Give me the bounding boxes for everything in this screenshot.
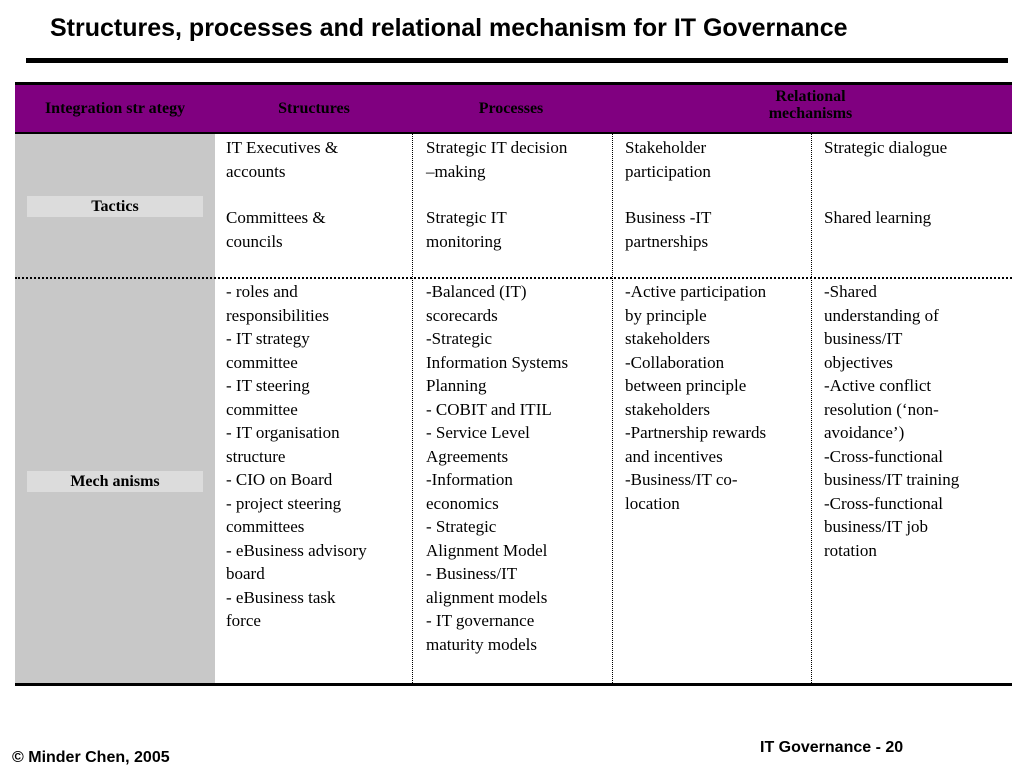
cell-line: - IT strategy [226, 329, 310, 348]
cell-line: - roles and [226, 282, 298, 301]
cell-line: monitoring [426, 231, 502, 251]
cell-tactics-relational-2 [625, 206, 807, 253]
cell-line: by principle [625, 305, 707, 325]
cell-line: -Partnership rewards [625, 423, 767, 442]
cell-line: Shared learning [824, 208, 932, 227]
cell-line: - IT steering [226, 376, 310, 395]
table-header-row [15, 85, 1012, 134]
cell-line: - eBusiness task [226, 587, 336, 607]
header-relational-mechanisms [609, 85, 1012, 132]
cell-line: -Cross-functional [824, 446, 943, 466]
cell-mechanisms-structures [226, 280, 408, 633]
cell-tactics-structures [226, 136, 408, 183]
cell-line: committee [226, 399, 298, 419]
cell-line: Agreements [426, 446, 509, 466]
cell-line: -Shared [824, 282, 877, 301]
cell-line: -Cross-functional [824, 493, 943, 513]
cell-line: economics [426, 493, 499, 513]
page-number: IT Governance - 20 [760, 739, 904, 756]
cell-line: Stakeholder [625, 138, 707, 157]
cell-line: Alignment Model [426, 540, 548, 560]
title-divider [26, 58, 1008, 63]
header-relational-line1: Relational [775, 88, 846, 105]
cell-mechanisms-relational-b [824, 280, 1008, 562]
cell-line: business/IT job [824, 517, 929, 536]
cell-tactics-relational-b [824, 136, 1008, 160]
cell-line: IT Executives & [226, 138, 339, 157]
copyright-notice: © Minder Chen, 2005 [12, 749, 170, 766]
cell-line: Committees & [226, 208, 326, 227]
cell-line: force [226, 611, 261, 630]
header-relational-line2: mechanisms [768, 105, 853, 122]
cell-line: and incentives [625, 446, 723, 466]
cell-line: Information Systems [426, 352, 569, 372]
cell-line: avoidance’) [824, 423, 905, 442]
cell-tactics-processes-2 [426, 206, 608, 253]
cell-line: alignment models [426, 587, 548, 607]
cell-tactics-processes [426, 136, 608, 183]
cell-line: location [625, 493, 680, 513]
cell-line: scorecards [426, 305, 498, 325]
cell-line: -Business/IT co- [625, 470, 738, 489]
cell-line: board [226, 564, 265, 583]
cell-line: understanding of [824, 305, 939, 325]
cell-line: accounts [226, 161, 286, 181]
cell-tactics-relational [625, 136, 807, 183]
cell-line: committees [226, 517, 305, 536]
cell-line: partnerships [625, 231, 709, 251]
cell-line: - Service Level [426, 423, 530, 442]
column-divider [811, 134, 812, 683]
column-divider [412, 134, 413, 683]
cell-line: structure [226, 446, 286, 466]
cell-line: stakeholders [625, 329, 710, 348]
row-label-mechanisms: Mech anisms [27, 471, 203, 492]
cell-line: -Active conflict [824, 376, 932, 395]
cell-line: committee [226, 352, 298, 372]
header-processes: Processes [478, 100, 544, 117]
cell-line: -Collaboration [625, 352, 725, 372]
cell-line: between principle [625, 376, 747, 395]
cell-line: -Strategic [426, 329, 493, 348]
cell-mechanisms-processes [426, 280, 608, 656]
cell-line: participation [625, 161, 711, 181]
cell-line: - project steering [226, 493, 342, 513]
cell-line: Strategic IT decision [426, 138, 568, 157]
cell-line: Business -IT [625, 208, 712, 227]
cell-tactics-structures-2 [226, 206, 408, 253]
cell-line: -Active participation [625, 282, 767, 301]
cell-line: -Balanced (IT) [426, 282, 527, 301]
cell-line: stakeholders [625, 399, 710, 419]
cell-line: Strategic IT [426, 208, 507, 227]
cell-line: responsibilities [226, 305, 329, 325]
cell-line: business/IT training [824, 470, 960, 489]
cell-tactics-relational-b-2 [824, 206, 1008, 230]
cell-line: maturity models [426, 634, 537, 654]
cell-line: rotation [824, 540, 877, 560]
cell-line: Planning [426, 376, 487, 395]
slide-title: Structures, processes and relational mechanism for IT Governance [50, 14, 848, 42]
row-label-tactics: Tactics [27, 196, 203, 217]
cell-line: - COBIT and ITIL [426, 399, 552, 419]
cell-line: - Strategic [426, 517, 497, 536]
cell-line: - CIO on Board [226, 470, 333, 489]
cell-line: - IT governance [426, 611, 535, 630]
cell-line: business/IT [824, 329, 903, 348]
cell-line: –making [426, 161, 486, 181]
cell-line: - Business/IT [426, 564, 518, 583]
cell-line: Strategic dialogue [824, 138, 948, 157]
header-integration-strategy: Integration str ategy [44, 100, 186, 117]
cell-line: - IT organisation [226, 423, 340, 442]
row-divider [15, 277, 1012, 279]
cell-line: objectives [824, 352, 893, 372]
cell-line: - eBusiness advisory [226, 540, 367, 560]
cell-mechanisms-relational [625, 280, 807, 515]
header-structures: Structures [278, 100, 350, 117]
cell-line: -Information [426, 470, 513, 489]
column-divider [612, 134, 613, 683]
cell-line: councils [226, 231, 283, 251]
cell-line: resolution (‘non- [824, 399, 939, 419]
table-bottom-border [15, 683, 1012, 686]
